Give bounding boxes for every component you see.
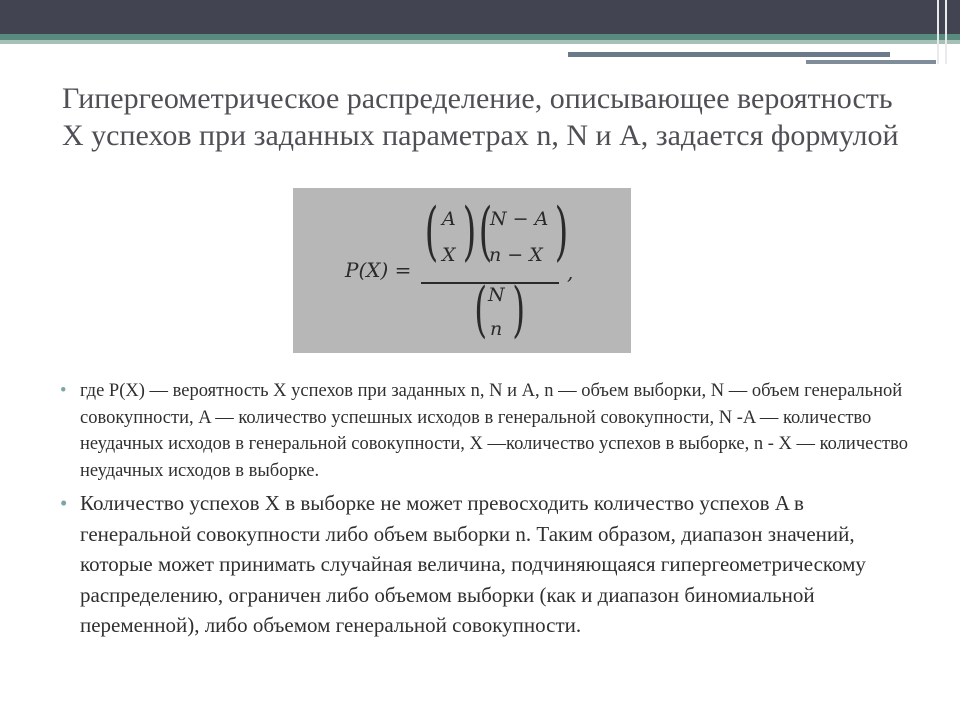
list-item [60, 488, 920, 641]
formula-paren: ( [474, 275, 488, 345]
formula-numerator-right-bottom: n − X [489, 244, 543, 266]
formula-paren: ( [478, 195, 493, 269]
bullet-marker: • [60, 491, 68, 515]
formula-denominator-bottom: n [490, 318, 503, 340]
header-stripe-light [0, 40, 960, 44]
formula-numerator-left-bottom: X [442, 244, 456, 266]
formula-comma: , [567, 260, 574, 284]
bullet-marker: • [60, 381, 67, 401]
slide-title: Гипергеометрическое распределение, описывающее вероятность X успехов при заданных параметрах n, N и A, задается формулой [62, 82, 899, 152]
accent-bar-short [806, 60, 936, 64]
formula-paren: ) [554, 195, 569, 269]
bullet-text: Количество успехов X в выборке не может превосходить количество успехов A в генеральной совокупности либо объем выборки n. Таким образом, диапазон значений, которые может принимать случайная величина, подчиняющаяся гипергеометрическому распределению, ограничен либо объемом выборки (как и диапазон биномиальной переменной), либо объемом генеральной совокупности. [80, 491, 866, 637]
formula-image [293, 188, 631, 353]
formula-numerator-left-top: A [442, 208, 456, 230]
formula-paren: ( [424, 195, 439, 269]
bullet-text: где P(X) — вероятность X успехов при заданных n, N и A, n — объем выборки, N — объем генеральной совокупности, A — количество успешных исходов в генеральной совокупности, N -A — количество неудачных исходов в генеральной совокупности, X —количество успехов в выборке, n - X — количество неудачных исходов в выборке. [80, 381, 908, 481]
formula-denominator-top: N [488, 284, 505, 306]
formula-paren: ) [512, 275, 526, 345]
corner-rule [937, 0, 939, 64]
corner-rule [945, 0, 947, 64]
accent-bar [568, 52, 890, 57]
header-band [0, 0, 960, 34]
formula-lhs: P(X) = [345, 258, 412, 282]
formula-numerator-right-top: N − A [490, 208, 549, 230]
formula-paren: ) [462, 195, 477, 269]
bullet-list [60, 378, 920, 641]
list-item [60, 378, 920, 484]
